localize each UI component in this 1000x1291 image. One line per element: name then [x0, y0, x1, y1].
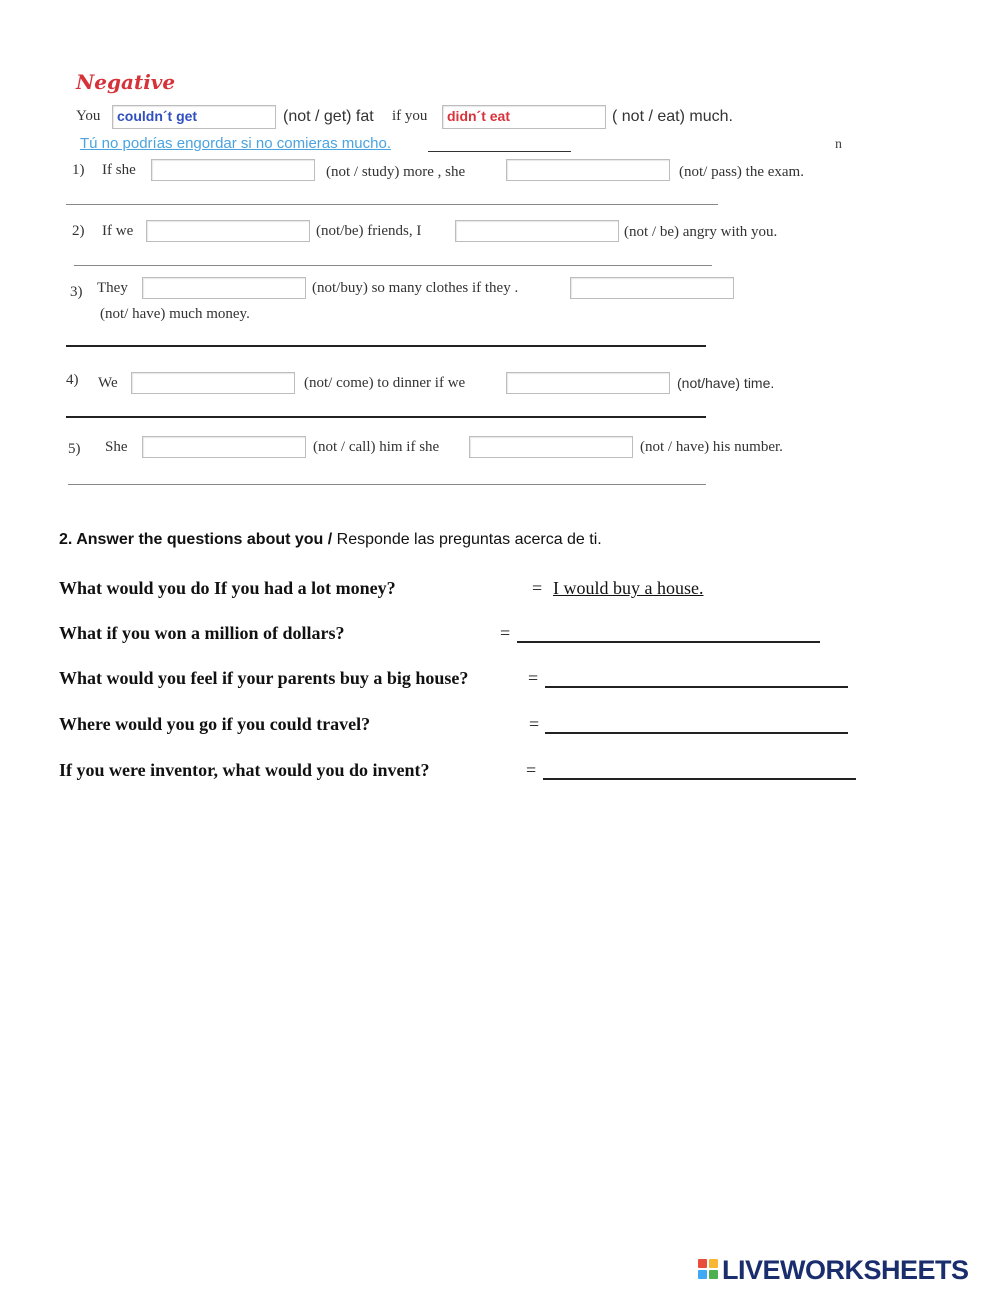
logo-square-3 — [698, 1270, 707, 1279]
section-heading-negative: Negative — [76, 70, 176, 94]
item-2-answer-1[interactable] — [146, 220, 310, 242]
item-3-answer-1[interactable] — [142, 277, 306, 299]
section-2-title — [59, 531, 602, 549]
item-5-number: 5) — [68, 441, 81, 457]
question-2: What if you won a million of dollars? — [59, 623, 345, 643]
section-2-title-normal: Responde las preguntas acerca de ti. — [332, 531, 602, 548]
logo-mark-icon — [698, 1259, 720, 1281]
item-3-lead: They — [97, 280, 128, 296]
question-5: If you were inventor, what would you do invent? — [59, 760, 430, 780]
item-3-number: 3) — [70, 284, 83, 300]
example-translation: Tú no podrías engordar si no comieras mucho. — [80, 135, 391, 152]
logo-text: LIVEWORKSHEETS — [722, 1255, 969, 1285]
item-4-hint-2: (not/have) time. — [677, 375, 775, 391]
item-2-answer-2[interactable] — [455, 220, 619, 242]
question-3-answer-line[interactable] — [545, 686, 848, 688]
item-3-writing-line — [66, 345, 706, 347]
question-1-answer[interactable]: I would buy a house. — [553, 578, 704, 598]
item-5-writing-line — [68, 484, 706, 485]
example-hint-2: ( not / eat) much. — [612, 108, 733, 125]
item-1-lead: If she — [102, 162, 136, 178]
item-1-hint-2: (not/ pass) the exam. — [679, 164, 804, 180]
question-4: Where would you go if you could travel? — [59, 714, 371, 734]
question-5-equals: = — [526, 760, 537, 780]
question-2-equals: = — [500, 623, 511, 643]
item-5-lead: She — [105, 439, 128, 455]
item-1-answer-1[interactable] — [151, 159, 315, 181]
example-answer-2[interactable] — [442, 105, 606, 129]
item-5-answer-2[interactable] — [469, 436, 633, 458]
item-5-hint-2: (not / have) his number. — [640, 439, 783, 455]
liveworksheets-logo[interactable] — [698, 1257, 994, 1285]
question-3-equals: = — [528, 668, 539, 688]
logo-square-4 — [709, 1270, 718, 1279]
item-3-hint-line-2: (not/ have) much money. — [100, 306, 250, 322]
question-3: What would you feel if your parents buy a big house? — [59, 668, 469, 688]
item-3-answer-2[interactable] — [570, 277, 734, 299]
question-5-answer-line[interactable] — [543, 778, 856, 780]
item-2-writing-line — [74, 265, 712, 266]
translation-underline — [428, 151, 571, 152]
example-hint-1: (not / get) fat — [283, 108, 374, 125]
item-4-answer-1[interactable] — [131, 372, 295, 394]
question-2-answer-line[interactable] — [517, 641, 820, 643]
item-1-number: 1) — [72, 162, 85, 178]
item-2-hint-1: (not/be) friends, I — [316, 223, 422, 239]
example-answer-1-text: couldn´t get — [117, 108, 198, 124]
stray-mark: n — [835, 137, 842, 152]
item-5-answer-1[interactable] — [142, 436, 306, 458]
item-4-lead: We — [98, 375, 118, 391]
item-2-lead: If we — [102, 223, 134, 239]
item-4-hint-1: (not/ come) to dinner if we — [304, 375, 466, 391]
example-answer-2-text: didn´t eat — [447, 108, 510, 124]
example-word-if-you: if you — [392, 108, 428, 124]
item-2-hint-2: (not / be) angry with you. — [624, 224, 778, 240]
item-2-number: 2) — [72, 223, 85, 239]
item-5-hint-1: (not / call) him if she — [313, 439, 440, 455]
question-1-equals: = — [532, 578, 543, 598]
item-4-number: 4) — [66, 372, 79, 388]
item-1-hint-1: (not / study) more , she — [326, 164, 466, 180]
question-1: What would you do If you had a lot money? — [59, 578, 396, 598]
item-4-writing-line — [66, 416, 706, 418]
logo-square-2 — [709, 1259, 718, 1268]
item-1-answer-2[interactable] — [506, 159, 670, 181]
section-2-title-bold: 2. Answer the questions about you / — [59, 531, 333, 548]
logo-square-1 — [698, 1259, 707, 1268]
item-3-hint-1: (not/buy) so many clothes if they . — [312, 280, 519, 296]
example-word-you: You — [76, 108, 101, 124]
question-4-equals: = — [529, 714, 540, 734]
question-4-answer-line[interactable] — [545, 732, 848, 734]
item-1-writing-line — [66, 204, 718, 205]
example-answer-1[interactable] — [112, 105, 276, 129]
item-4-answer-2[interactable] — [506, 372, 670, 394]
